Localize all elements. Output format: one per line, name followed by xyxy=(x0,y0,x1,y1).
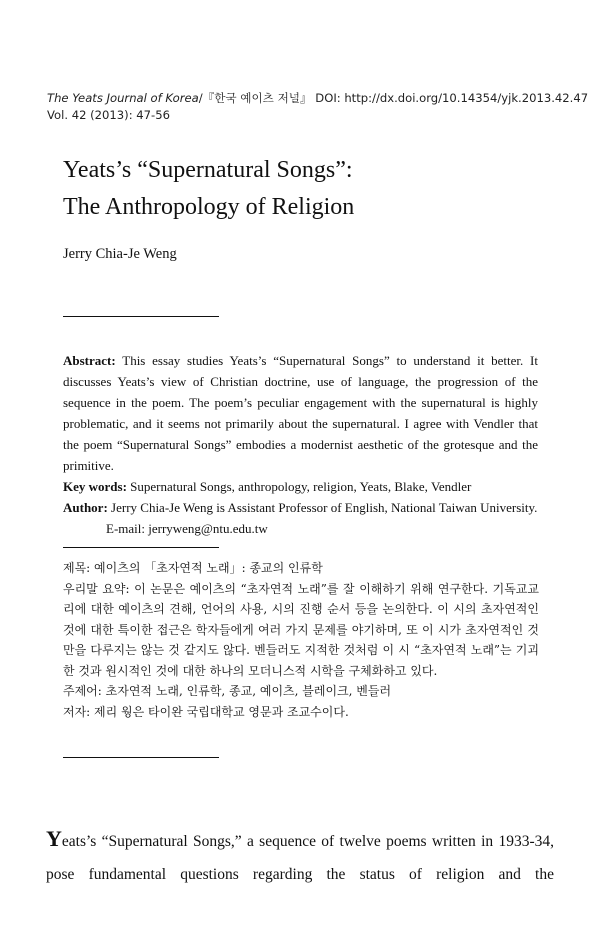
korean-title-line xyxy=(63,558,539,579)
korean-author-text: 제리 웡은 타이완 국립대학교 영문과 조교수이다. xyxy=(90,704,349,719)
korean-abstract-block xyxy=(63,558,539,722)
author-info-line xyxy=(63,497,538,518)
journal-name: The Yeats Journal of Korea xyxy=(47,91,199,105)
korean-author-label: 저자: xyxy=(63,704,91,719)
korean-keywords-label: 주제어: xyxy=(63,684,102,698)
korean-summary xyxy=(63,579,539,682)
korean-journal-name: /『한국 예이츠 저널』 xyxy=(198,91,312,105)
volume-info: Vol. 42 (2013): 47-56 xyxy=(47,108,170,122)
body-text: eats’s “Supernatural Songs,” a sequence of twelve poems written in 1933-34, pose fundamental questions regarding the status of religion and the xyxy=(46,833,554,883)
doi-link[interactable]: DOI: http://dx.doi.org/10.14354/yjk.2013.42.47 xyxy=(311,91,589,105)
body-paragraph xyxy=(46,822,554,891)
korean-author-line xyxy=(63,702,539,723)
korean-title-label: 제목: xyxy=(63,561,91,575)
running-header xyxy=(47,90,589,124)
body-first-paragraph xyxy=(46,822,554,891)
author-email[interactable]: E-mail: jerryweng@ntu.edu.tw xyxy=(106,521,268,536)
abstract-text: This essay studies Yeats’s “Supernatural Songs” to understand it better. It discusses Yeats’s view of Christian doctrine, use of language, the progression of the sequence in the poem. The poem’s peculiar engagement with the supernatural is highly problematic, and it seems not primarily about the supernatural. I agree with Vendler that the poem “Supernatural Songs” embodies a modernist aesthetic of the grotesque and the primitive. xyxy=(63,353,538,473)
article-title xyxy=(63,152,543,226)
keywords-text: Supernatural Songs, anthropology, religion, Yeats, Blake, Vendler xyxy=(126,479,472,494)
english-abstract-block xyxy=(63,350,538,539)
article-author: Jerry Chia-Je Weng xyxy=(63,246,177,262)
author-info-text: Jerry Chia-Je Weng is Assistant Professor of English, National Taiwan University. xyxy=(107,500,538,515)
divider-rule xyxy=(63,316,219,317)
citation-line xyxy=(47,90,589,107)
drop-cap: Y xyxy=(46,826,62,851)
divider-rule xyxy=(63,757,219,758)
korean-keywords-text: 초자연적 노래, 인류학, 종교, 예이츠, 블레이크, 벤들러 xyxy=(101,684,392,698)
korean-summary-label: 우리말 요약: xyxy=(63,581,130,596)
abstract-paragraph xyxy=(63,350,538,476)
korean-keywords-line xyxy=(63,681,539,702)
author-label: Author: xyxy=(63,500,108,515)
keywords-label: Key words: xyxy=(63,479,127,494)
keywords-line xyxy=(63,476,538,497)
divider-rule xyxy=(63,547,219,548)
title-line-2: The Anthropology of Religion xyxy=(63,194,355,220)
abstract-label: Abstract: xyxy=(63,353,116,368)
korean-title-text: 예이츠의 「초자연적 노래」: 종교의 인류학 xyxy=(90,561,323,575)
title-line-1: Yeats’s “Supernatural Songs”: xyxy=(63,157,353,183)
korean-summary-text: 이 논문은 예이츠의 “초자연적 노래”를 잘 이해하기 위해 연구한다. 기독교교리에 대한 예이츠의 견해, 언어의 사용, 시의 진행 순서 등을 논의한다. 이 시의 초자연적인 것에 대한 특이한 접근은 학자들에게 여러 가지 문제를 야기하며, 또 이 시가 초자연적인 것만을 다루지는 않는 것 같지도 않다. 벤들러도 지적한 것처럼 이 시 “초자연적 노래”는 기괴한 것과 원시적인 것에 대한 하나의 모더니스적 시학을 구체화하고 있다. xyxy=(63,581,539,678)
